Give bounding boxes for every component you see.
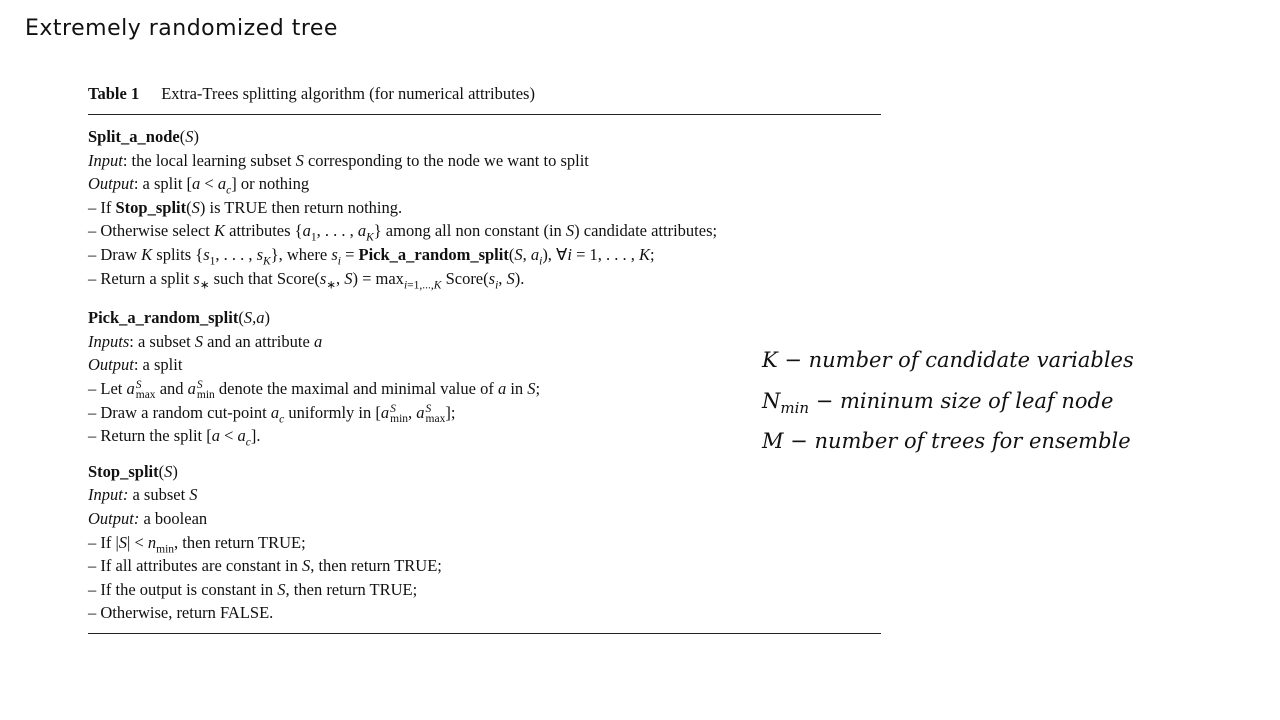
note-k: K − number of candidate variables [762,348,1134,372]
pick-random-split-input: Inputs: a subset S and an attribute a [88,331,323,351]
stop-split-output: Output: a boolean [88,508,208,528]
table-number: Table 1 [88,84,140,103]
split-a-node-step-1: – If Stop_split(S) is TRUE then return nothing. [88,197,403,217]
pick-random-split-output: Output: a split [88,355,183,375]
note-nmin: $N_{min}$ − mininum size of leaf node [762,388,1114,417]
split-a-node-output: Output: a split $[a < a_c]$ or nothing [88,174,310,197]
split-a-node-heading: Split_a_node(S) [88,127,199,146]
stop-split-step-2: – If all attributes are constant in S, then return TRUE; [88,556,442,576]
parameter-notes [762,344,1134,466]
stop-split-heading: Stop_split(S) [88,461,178,481]
pick-random-split-heading: Pick_a_random_split(S,a) [88,308,270,328]
pick-random-split-step-2: – Draw a random cut-point $a_c$ uniformly in [a S min , a S max ]; [88,402,456,425]
note-m: M − number of trees for ensemble [762,429,1131,453]
split-a-node-step-2: – Otherwise select K attributes {$a_1$, . . . , $a_K$} among all non constant (in S) candidate attributes; [88,221,718,244]
stop-split-step-4: – Otherwise, return FALSE. [88,603,274,623]
slide-title: Extremely randomized tree [25,16,338,41]
table-bottom-rule [88,633,881,634]
stop-split-step-1: – If $|S| < n_{min}$, then return TRUE; [88,532,306,555]
pick-random-split-step-3: – Return the split $[a < a_c]$. [88,426,261,449]
table-caption-text: Extra-Trees splitting algorithm (for numerical attributes) [161,84,535,103]
split-a-node-step-4: – Return a split $s_∗$ such that $Score(s_∗$, $S) = \max_{i=1,...,K}$ $Score(s_i$, S). [88,268,525,291]
table-caption [88,82,881,106]
pick-random-split-step-1: – Let a S max and a S min denote the maximal and minimal value of a in S; [88,378,541,402]
stop-split-input: Input: a subset S [88,485,198,505]
split-a-node-input: Input: the local learning subset S corresponding to the node we want to split [88,150,589,170]
stop-split-step-3: – If the output is constant in S, then return TRUE; [88,579,418,599]
split-a-node-step-3: – Draw K splits {$s_1$, . . . , $s_K$}, where $s_i$ = Pick_a_random_split(S, $a_i$), ∀i = 1, . . . , K; [88,244,655,268]
